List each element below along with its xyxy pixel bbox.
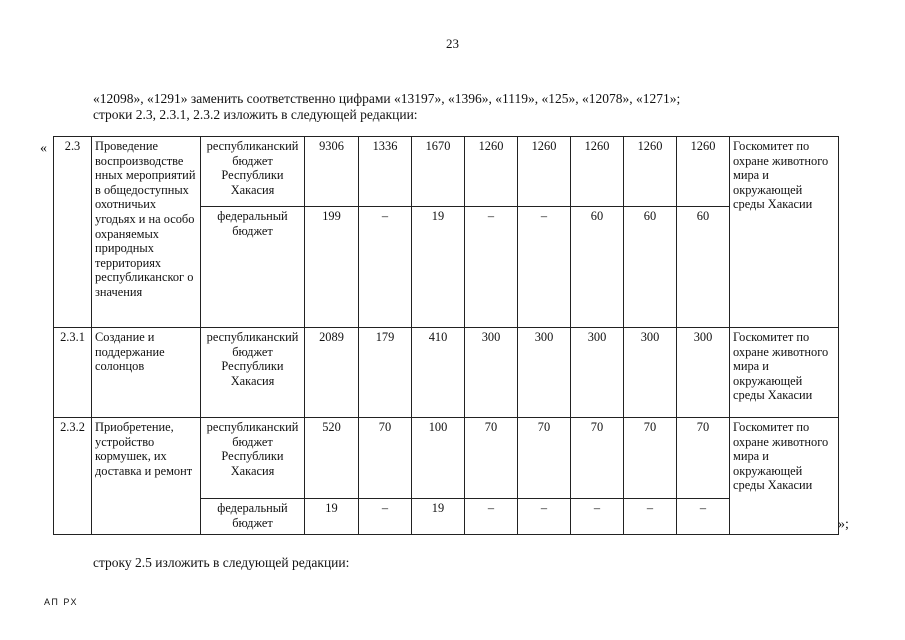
funding-value: 60 [624, 207, 677, 328]
funding-value: – [518, 207, 571, 328]
funding-value: – [465, 499, 518, 535]
funding-value: 19 [412, 499, 465, 535]
table-row [54, 137, 839, 207]
funding-value: 1260 [518, 137, 571, 207]
funding-value: 60 [571, 207, 624, 328]
funding-value: – [359, 499, 412, 535]
intro-text-line-2: строки 2.3, 2.3.1, 2.3.2 изложить в следующей редакции: [93, 107, 418, 122]
funding-value: 1260 [624, 137, 677, 207]
responsible-organization: Госкомитет по охране животного мира и окружающей среды Хакасии [730, 418, 839, 535]
funding-value: 1670 [412, 137, 465, 207]
funding-value: 179 [359, 328, 412, 418]
table-row [54, 328, 839, 418]
row-number: 2.3 [54, 137, 92, 328]
activity-name: Приобретение, устройство кормушек, их доставка и ремонт [92, 418, 201, 535]
responsible-organization: Госкомитет по охране животного мира и окружающей среды Хакасии [730, 328, 839, 418]
funding-value: 100 [412, 418, 465, 499]
funding-value: 300 [624, 328, 677, 418]
funding-source: республиканский бюджет Республики Хакасия [201, 137, 305, 207]
funding-value: 70 [518, 418, 571, 499]
funding-value: 19 [412, 207, 465, 328]
footer-mark: АП РХ [44, 597, 78, 607]
activity-name: Создание и поддержание солонцов [92, 328, 201, 418]
funding-value: – [624, 499, 677, 535]
funding-value: 1336 [359, 137, 412, 207]
funding-value: 70 [624, 418, 677, 499]
funding-table [53, 136, 839, 535]
funding-source: республиканский бюджет Республики Хакасия [201, 418, 305, 499]
funding-value: – [571, 499, 624, 535]
funding-value: 300 [518, 328, 571, 418]
outro-text: строку 2.5 изложить в следующей редакции: [93, 555, 350, 570]
funding-value: 1260 [465, 137, 518, 207]
funding-value: – [518, 499, 571, 535]
funding-value: 70 [359, 418, 412, 499]
funding-value: 520 [305, 418, 359, 499]
funding-value: 70 [677, 418, 730, 499]
funding-value: 199 [305, 207, 359, 328]
opening-quote: « [40, 141, 47, 156]
row-number: 2.3.1 [54, 328, 92, 418]
funding-source: республиканский бюджет Республики Хакасия [201, 328, 305, 418]
funding-value: – [465, 207, 518, 328]
funding-source: федеральный бюджет [201, 207, 305, 328]
funding-value: 9306 [305, 137, 359, 207]
activity-name: Проведение воспроизводстве нных мероприятий в общедоступных охотничьих угодьях и на особо охраняемых природных территориях республиканског о значения [92, 137, 201, 328]
page-number: 23 [446, 36, 459, 51]
intro-text-line-1: «12098», «1291» заменить соответственно цифрами «13197», «1396», «1119», «125», «12078», «1271»; [93, 91, 681, 106]
funding-value: – [359, 207, 412, 328]
funding-value: 300 [677, 328, 730, 418]
table-row [54, 418, 839, 499]
funding-value: 70 [465, 418, 518, 499]
closing-quote: »; [838, 517, 849, 532]
funding-source: федеральный бюджет [201, 499, 305, 535]
funding-value: 70 [571, 418, 624, 499]
responsible-organization: Госкомитет по охране животного мира и окружающей среды Хакасии [730, 137, 839, 328]
funding-value: – [677, 499, 730, 535]
funding-value: 300 [571, 328, 624, 418]
funding-value: 410 [412, 328, 465, 418]
funding-value: 1260 [677, 137, 730, 207]
funding-value: 60 [677, 207, 730, 328]
funding-value: 1260 [571, 137, 624, 207]
funding-value: 2089 [305, 328, 359, 418]
row-number: 2.3.2 [54, 418, 92, 535]
funding-value: 19 [305, 499, 359, 535]
funding-value: 300 [465, 328, 518, 418]
